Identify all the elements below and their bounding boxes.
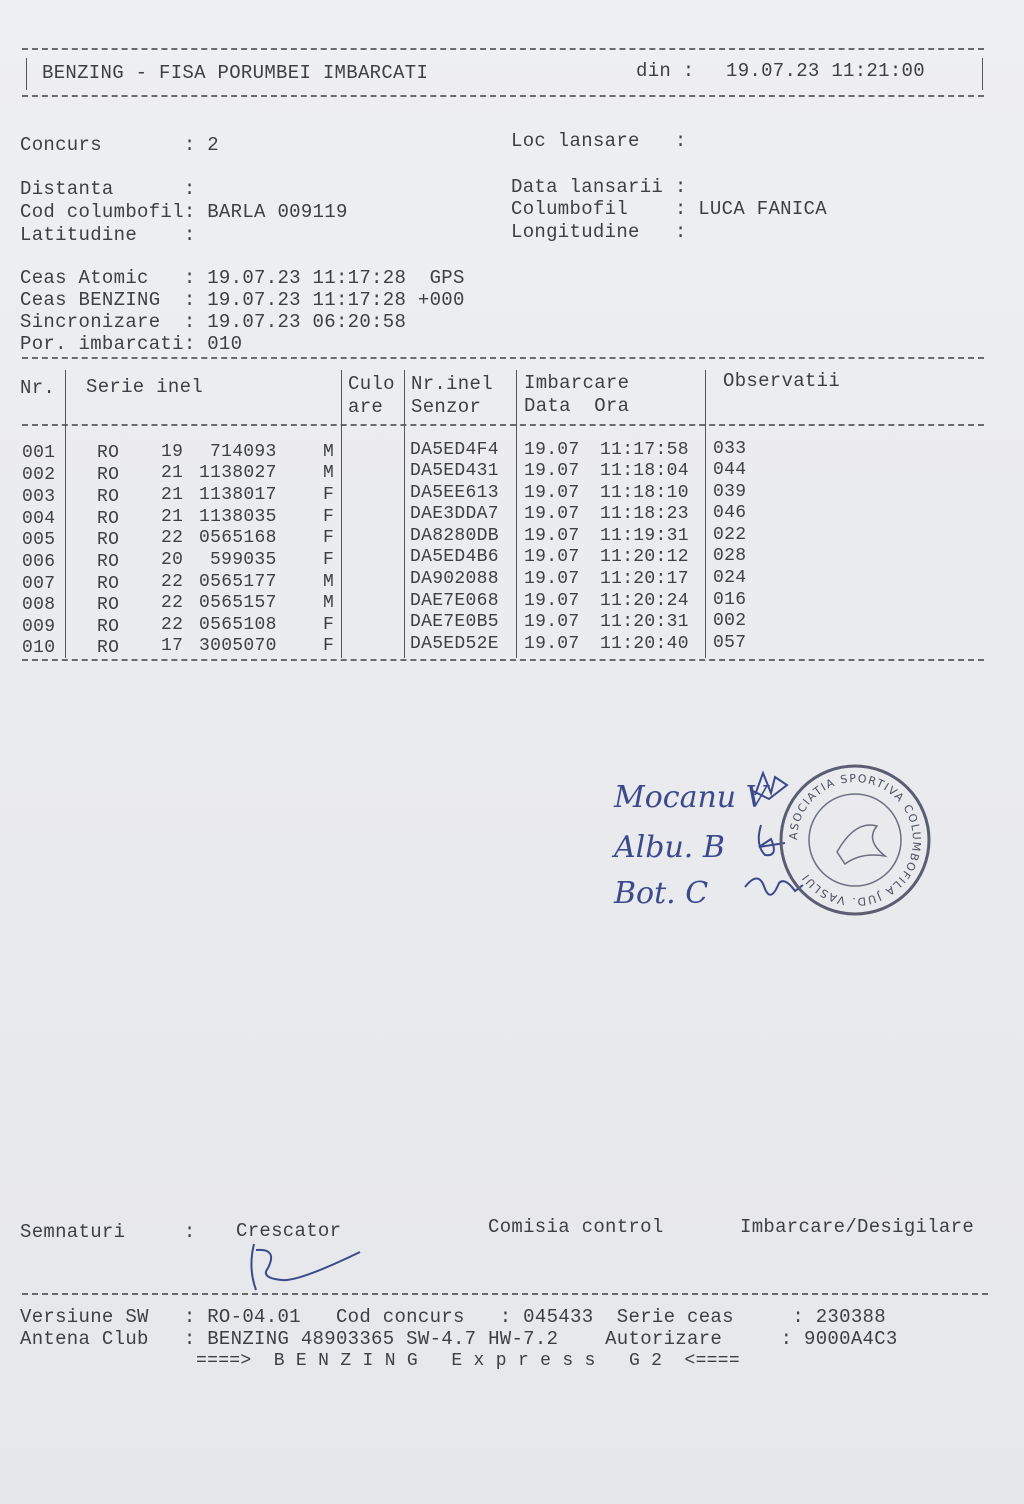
cell-observatii: 044	[713, 460, 747, 480]
header-date-label: din :	[636, 60, 695, 82]
concurs-field: Concurs : 2	[20, 134, 219, 156]
cell-nr: 007	[22, 574, 56, 594]
cell-inel: 3005070	[199, 636, 277, 656]
cell-tara: RO	[97, 487, 120, 507]
header-nr-inel-line2: Senzor	[411, 396, 482, 418]
loc-lansare-field: Loc lansare :	[511, 130, 687, 152]
cell-sex: F	[323, 507, 335, 527]
cell-data: 19.07	[524, 591, 580, 611]
cell-inel: 599035	[210, 550, 277, 570]
col-divider-senzor	[516, 370, 517, 658]
cell-senzor: DAE3DDA7	[410, 504, 499, 524]
ceas-benzing-field: Ceas BENZING : 19.07.23 11:17:28 +000	[20, 289, 465, 311]
table-top-border	[22, 357, 984, 359]
benzing-express-banner: ====> B E N Z I N G E x p r e s s G 2 <====	[196, 1351, 740, 1371]
cell-nr: 006	[22, 552, 56, 572]
cell-tara: RO	[97, 552, 120, 572]
col-divider-nr	[65, 370, 66, 658]
cell-senzor: DA8280DB	[410, 526, 499, 546]
header-observatii: Observatii	[723, 370, 841, 392]
cell-an: 21	[161, 507, 184, 527]
crescator-label: Crescator	[236, 1220, 342, 1242]
cell-an: 19	[161, 442, 184, 462]
cell-data: 19.07	[524, 440, 580, 460]
imbarcare-desigilare-label: Imbarcare/Desigilare	[740, 1216, 975, 1238]
cell-ora: 11:18:04	[600, 461, 689, 481]
cell-inel: 0565168	[199, 528, 277, 548]
cell-inel: 0565177	[199, 572, 277, 592]
cell-data: 19.07	[524, 612, 580, 632]
header-title: BENZING - FISA PORUMBEI IMBARCATI	[42, 62, 429, 84]
cell-nr: 008	[22, 595, 56, 615]
header-left-border	[26, 58, 27, 90]
cell-sex: F	[323, 615, 335, 635]
cell-tara: RO	[97, 509, 120, 529]
cell-nr: 001	[22, 443, 56, 463]
cell-inel: 1138035	[199, 507, 277, 527]
cell-observatii: 057	[713, 633, 747, 653]
cell-sex: F	[323, 528, 335, 548]
cell-ora: 11:20:24	[600, 591, 689, 611]
handwritten-name-2: Albu. B	[614, 830, 725, 865]
cell-nr: 005	[22, 530, 56, 550]
cell-senzor: DA5ED52E	[410, 634, 499, 654]
cell-observatii: 033	[713, 439, 747, 459]
cell-sex: F	[323, 550, 335, 570]
cell-sex: M	[323, 572, 335, 592]
cell-nr: 010	[22, 638, 56, 658]
cell-observatii: 039	[713, 482, 747, 502]
cell-tara: RO	[97, 465, 120, 485]
antena-club-line: Antena Club : BENZING 48903365 SW-4.7 HW-7.2 Autorizare : 9000A4C3	[20, 1328, 898, 1350]
latitudine-field: Latitudine :	[20, 224, 196, 246]
cell-observatii: 028	[713, 546, 747, 566]
cell-nr: 004	[22, 509, 56, 529]
cell-tara: RO	[97, 595, 120, 615]
data-lansarii-field: Data lansarii :	[511, 176, 687, 198]
col-divider-culoare	[404, 370, 405, 658]
cell-inel: 1138017	[199, 485, 277, 505]
cell-sex: M	[323, 593, 335, 613]
svg-text:ASOCIATIA SPORTIVA COLUMBOFILA	[787, 772, 923, 908]
cell-an: 22	[161, 528, 184, 548]
cell-tara: RO	[97, 574, 120, 594]
header-top-border	[22, 48, 984, 50]
cell-tara: RO	[97, 530, 120, 550]
cell-data: 19.07	[524, 547, 580, 567]
header-date-value: 19.07.23 11:21:00	[726, 60, 925, 82]
cell-observatii: 046	[713, 503, 747, 523]
header-imbarcare-line1: Imbarcare	[524, 372, 630, 394]
cell-ora: 11:20:31	[600, 612, 689, 632]
header-culoare-line1: Culo	[348, 373, 395, 395]
cell-ora: 11:20:12	[600, 547, 689, 567]
stamp-text: ASOCIATIA SPORTIVA COLUMBOFILA JUD. VASLUI	[786, 771, 924, 909]
cell-senzor: DAE7E0B5	[410, 612, 499, 632]
handwritten-name-3: Bot. C	[614, 876, 709, 911]
cell-observatii: 016	[713, 590, 747, 610]
ceas-atomic-field: Ceas Atomic : 19.07.23 11:17:28 GPS	[20, 267, 465, 289]
cell-an: 17	[161, 636, 184, 656]
cell-an: 21	[161, 463, 184, 483]
cell-observatii: 024	[713, 568, 747, 588]
cell-an: 21	[161, 485, 184, 505]
cell-sex: F	[323, 636, 335, 656]
cell-an: 22	[161, 593, 184, 613]
sincronizare-field: Sincronizare : 19.07.23 06:20:58	[20, 311, 407, 333]
cell-tara: RO	[97, 617, 120, 637]
cell-inel: 0565157	[199, 593, 277, 613]
cell-sex: F	[323, 485, 335, 505]
cell-data: 19.07	[524, 461, 580, 481]
cell-nr: 009	[22, 617, 56, 637]
versiune-sw-line: Versiune SW : RO-04.01 Cod concurs : 045433 Serie ceas : 230388	[20, 1306, 886, 1328]
distanta-field: Distanta :	[20, 178, 196, 200]
cell-data: 19.07	[524, 634, 580, 654]
cell-senzor: DAE7E068	[410, 591, 499, 611]
association-stamp	[775, 760, 935, 920]
cell-senzor: DA5ED4F4	[410, 440, 499, 460]
header-nr: Nr.	[20, 377, 56, 399]
cell-ora: 11:17:58	[600, 440, 689, 460]
cell-senzor: DA5ED431	[410, 461, 499, 481]
cell-ora: 11:18:23	[600, 504, 689, 524]
table-bottom-border	[22, 659, 984, 661]
header-right-border	[982, 58, 983, 90]
cell-inel: 714093	[210, 442, 277, 462]
cell-sex: M	[323, 442, 335, 462]
cell-data: 19.07	[524, 504, 580, 524]
cell-senzor: DA5EE613	[410, 483, 499, 503]
cell-data: 19.07	[524, 569, 580, 589]
cell-observatii: 002	[713, 611, 747, 631]
cell-data: 19.07	[524, 483, 580, 503]
header-bottom-border	[22, 95, 984, 97]
cell-observatii: 022	[713, 525, 747, 545]
cell-an: 20	[161, 550, 184, 570]
table-header-separator	[22, 424, 984, 426]
cell-tara: RO	[97, 638, 120, 658]
cell-an: 22	[161, 615, 184, 635]
cell-inel: 0565108	[199, 615, 277, 635]
cell-tara: RO	[97, 443, 120, 463]
header-culoare-line2: are	[348, 396, 384, 418]
por-imbarcati-field: Por. imbarcati: 010	[20, 333, 243, 355]
columbofil-field: Columbofil : LUCA FANICA	[511, 198, 827, 220]
cell-ora: 11:20:17	[600, 569, 689, 589]
longitudine-field: Longitudine :	[511, 221, 687, 243]
cell-senzor: DA902088	[410, 569, 499, 589]
header-serie-inel: Serie inel	[86, 376, 204, 398]
cell-nr: 003	[22, 487, 56, 507]
handwritten-name-1: Mocanu V	[614, 780, 768, 815]
cell-ora: 11:19:31	[600, 526, 689, 546]
cell-an: 22	[161, 572, 184, 592]
header-nr-inel-line1: Nr.inel	[411, 373, 493, 395]
cell-ora: 11:18:10	[600, 483, 689, 503]
cell-senzor: DA5ED4B6	[410, 547, 499, 567]
cell-inel: 1138027	[199, 463, 277, 483]
semnaturi-label: Semnaturi :	[20, 1221, 196, 1243]
cell-sex: M	[323, 463, 335, 483]
cell-ora: 11:20:40	[600, 634, 689, 654]
col-divider-imbarcare	[705, 370, 706, 658]
cell-nr: 002	[22, 465, 56, 485]
footer-separator	[22, 1293, 988, 1295]
cod-columbofil-field: Cod columbofil: BARLA 009119	[20, 201, 348, 223]
crescator-signature	[238, 1238, 368, 1298]
cell-data: 19.07	[524, 526, 580, 546]
col-divider-serie	[341, 370, 342, 658]
comisia-control-label: Comisia control	[488, 1216, 664, 1238]
header-imbarcare-line2: Data Ora	[524, 395, 630, 417]
